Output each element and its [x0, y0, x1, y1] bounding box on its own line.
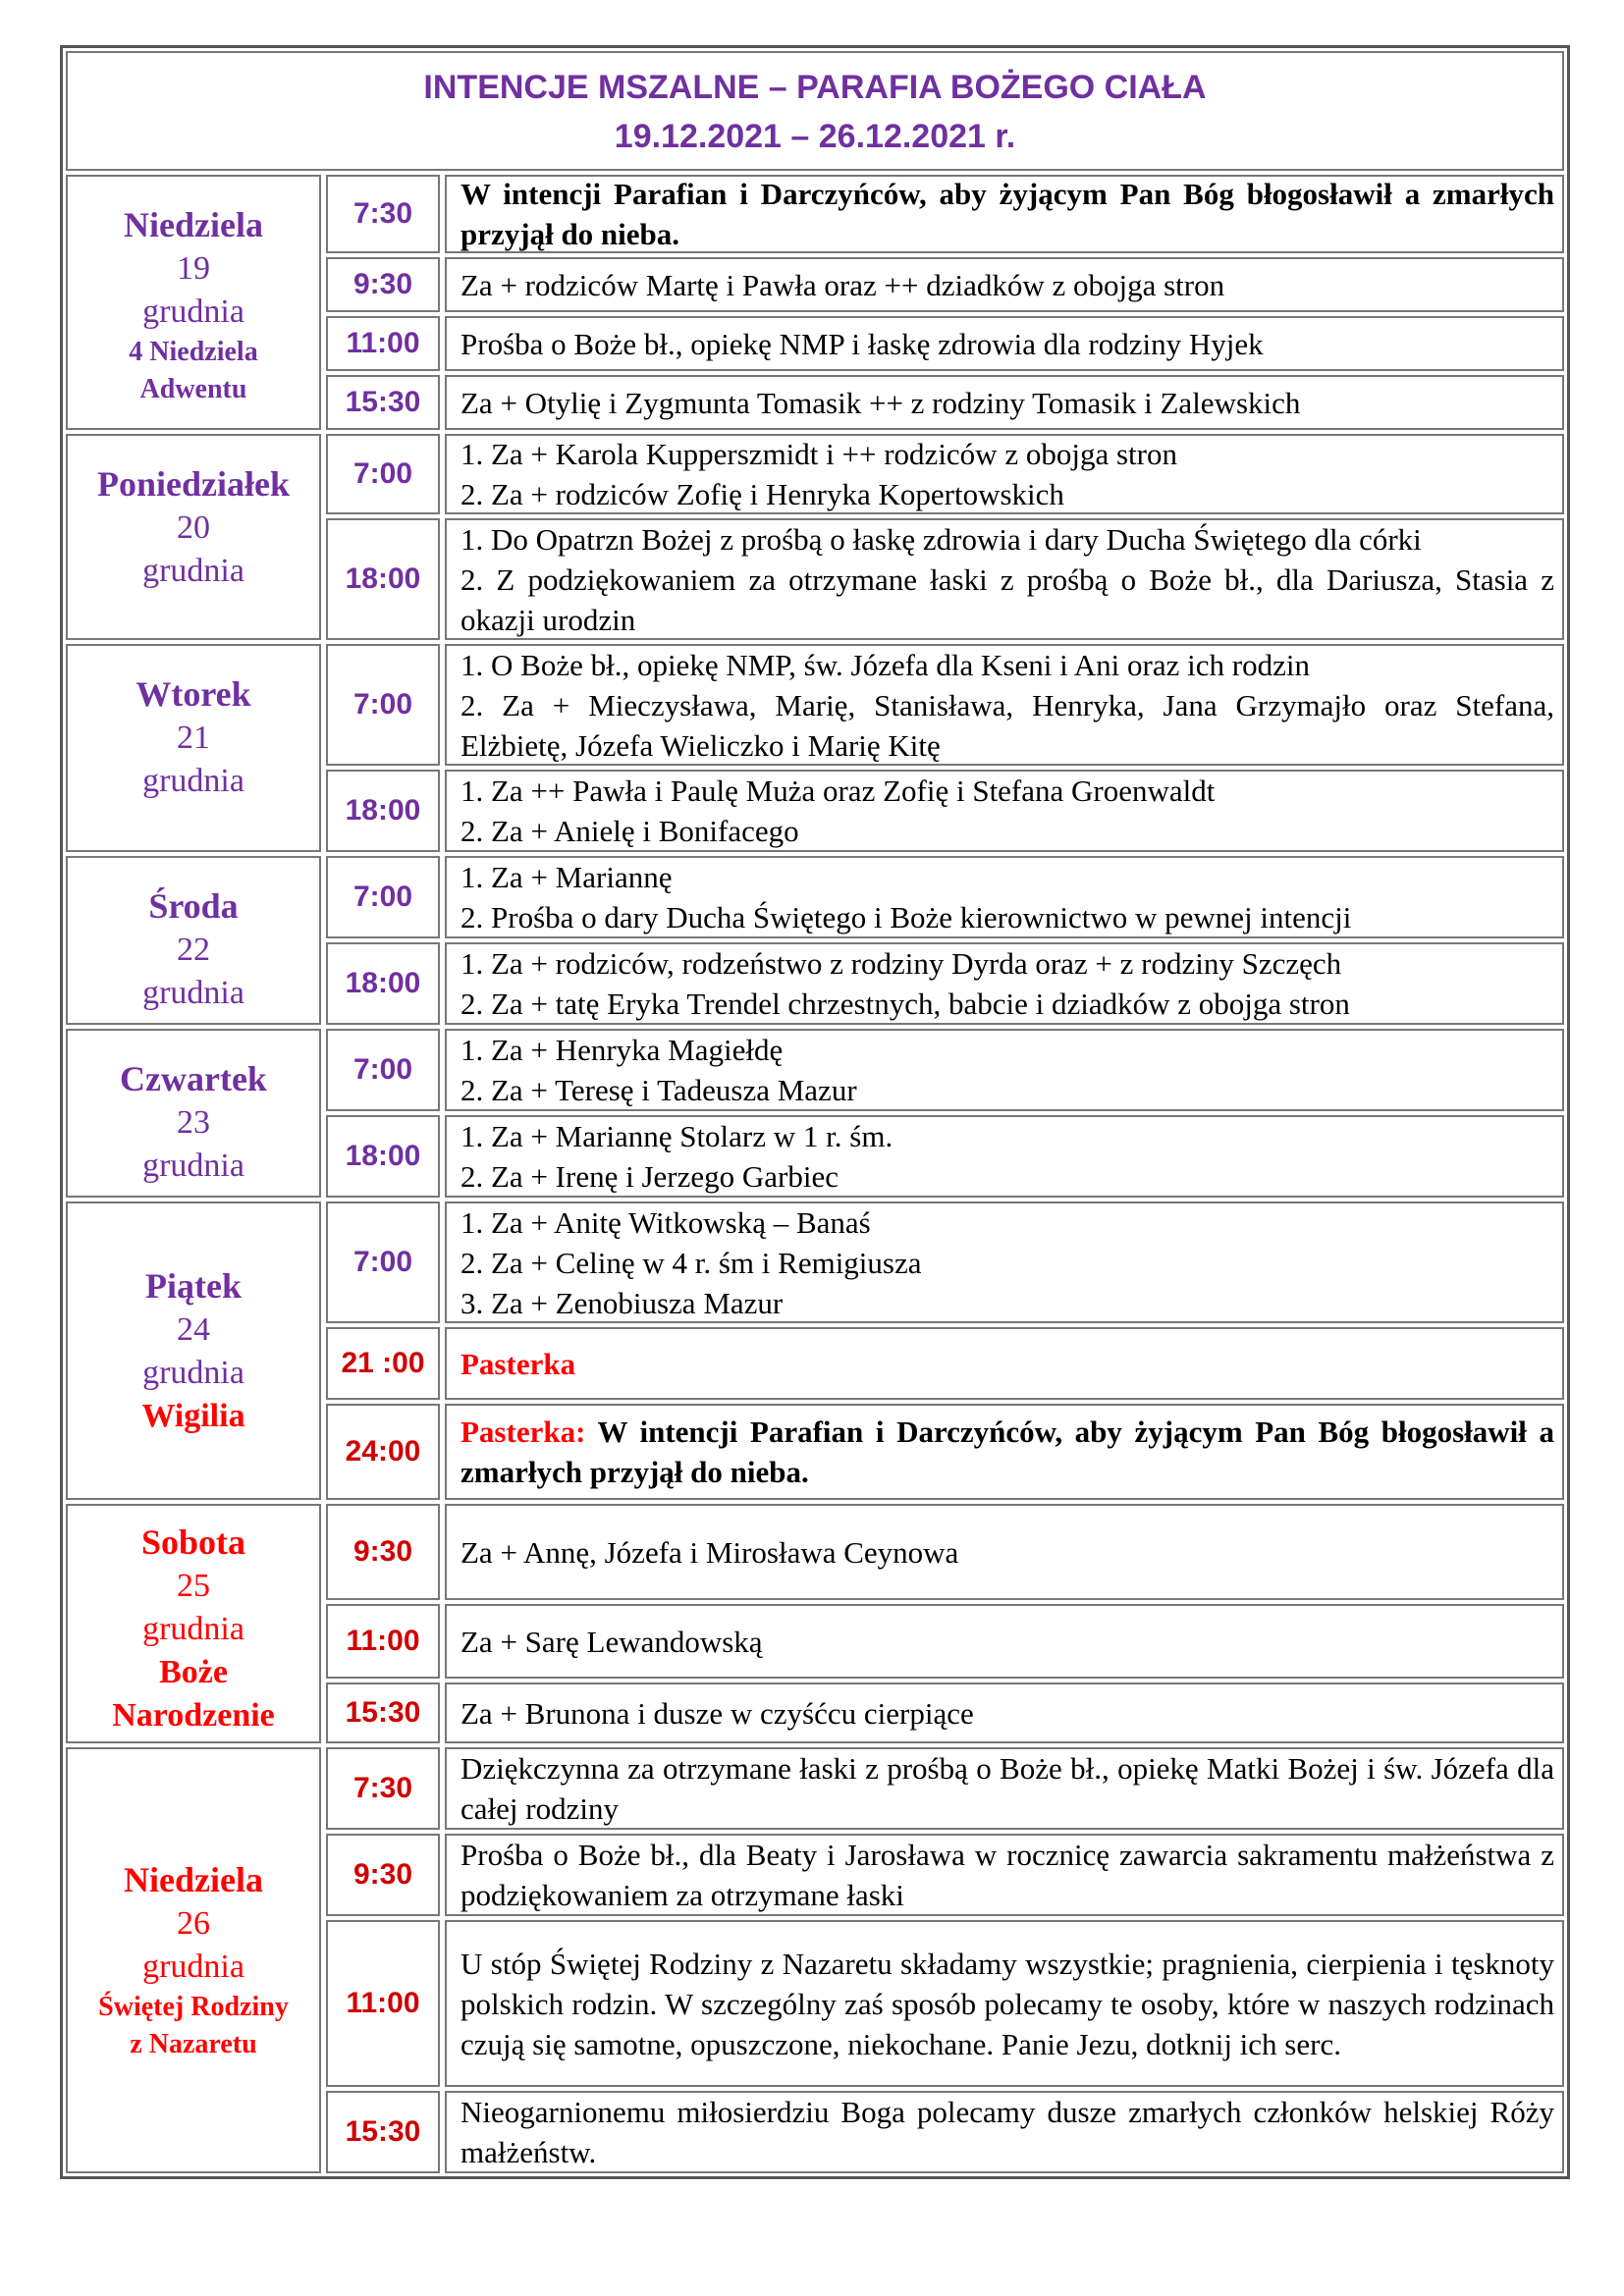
day-name: Czwartek [120, 1059, 267, 1098]
day-cell-sunday-19 [66, 175, 321, 430]
day-cell-thursday-23 [66, 1029, 321, 1198]
day-number: 24 [177, 1311, 210, 1348]
mass-time: 18:00 [326, 1115, 440, 1198]
day-cell-sunday-26 [66, 1747, 321, 2173]
mass-time: 7:00 [326, 644, 440, 766]
mass-intention: Za + Brunona i dusze w czyśćcu cierpiące [445, 1682, 1564, 1743]
mass-time: 9:30 [326, 1504, 440, 1600]
day-name: Niedziela [124, 1860, 263, 1899]
day-name: Sobota [140, 1522, 246, 1562]
mass-intention: Prośba o Boże bł., dla Beaty i Jarosława w rocznicę zawarcia sakramentu małżeństwa z podziękowaniem za otrzymane łaski [445, 1834, 1564, 1916]
day-feast: Adwentu [139, 374, 247, 404]
document-title: INTENCJE MSZALNE – PARAFIA BOŻEGO CIAŁA [423, 69, 1207, 106]
day-month: grudnia [142, 294, 244, 330]
mass-intention: 1. Za + Mariannę Stolarz w 1 r. śm. 2. Za + Irenę i Jerzego Garbiec [445, 1115, 1564, 1198]
day-month: grudnia [142, 763, 244, 799]
mass-time: 7:00 [326, 1029, 440, 1111]
document-header [66, 51, 1564, 171]
day-number: 23 [177, 1104, 210, 1141]
day-feast: Wigilia [141, 1398, 245, 1434]
day-number: 25 [177, 1568, 210, 1604]
day-month: grudnia [142, 1611, 244, 1647]
day-name: Niedziela [124, 205, 263, 244]
mass-time: 7:00 [326, 856, 440, 938]
day-feast: Narodzenie [112, 1697, 275, 1734]
day-name: Środa [148, 886, 239, 926]
day-cell-wednesday-22 [66, 856, 321, 1025]
day-number: 21 [177, 720, 210, 756]
day-cell-friday-24 [66, 1201, 321, 1500]
mass-intention: Za + rodziców Martę i Pawła oraz ++ dziadków z obojga stron [445, 257, 1564, 312]
day-feast: 4 Niedziela [129, 337, 258, 367]
mass-time: 11:00 [326, 316, 440, 371]
mass-intention: 1. Za + rodziców, rodzeństwo z rodziny Dyrda oraz + z rodziny Szczęch 2. Za + tatę Eryka Trendel chrzestnych, babcie i dziadków z obojga stron [445, 942, 1564, 1025]
mass-intention: Za + Annę, Józefa i Mirosława Ceynowa [445, 1504, 1564, 1600]
mass-time: 9:30 [326, 1834, 440, 1916]
day-name: Poniedziałek [97, 464, 290, 504]
mass-intention: Dziękczynna za otrzymane łaski z prośbą o Boże bł., opiekę Matki Bożej i św. Józefa dla całej rodziny [445, 1747, 1564, 1830]
mass-intention: W intencji Parafian i Darczyńców, aby żyjącym Pan Bóg błogosławił a zmarłych przyjął do nieba. [445, 175, 1564, 253]
day-name: Piątek [145, 1266, 242, 1306]
day-feast: Świętej Rodziny [98, 1992, 289, 2022]
mass-intention: Pasterka [445, 1327, 1564, 1400]
mass-time: 7:00 [326, 434, 440, 514]
day-number: 26 [177, 1905, 210, 1942]
day-cell-tuesday-21 [66, 644, 321, 852]
day-feast: Boże [159, 1654, 228, 1690]
day-cell-saturday-25 [66, 1504, 321, 1743]
mass-time: 15:30 [326, 2091, 440, 2173]
mass-time: 11:00 [326, 1604, 440, 1679]
mass-time: 7:30 [326, 175, 440, 253]
mass-intention: 1. Za + Mariannę 2. Prośba o dary Ducha Świętego i Boże kierownictwo w pewnej intencji [445, 856, 1564, 938]
day-month: grudnia [142, 553, 244, 589]
mass-time: 18:00 [326, 770, 440, 852]
day-number: 20 [177, 509, 210, 546]
mass-time: 21 :00 [326, 1327, 440, 1400]
day-month: grudnia [142, 1148, 244, 1184]
mass-intention: Prośba o Boże bł., opiekę NMP i łaskę zdrowia dla rodziny Hyjek [445, 316, 1564, 371]
mass-intention: Pasterka: W intencji Parafian i Darczyńców, aby żyjącym Pan Bóg błogosławił a zmarłych przyjął do nieba. [445, 1404, 1564, 1500]
intentions-document [60, 45, 1570, 2179]
mass-intention: 1. Za + Karola Kupperszmidt i ++ rodziców z obojga stron 2. Za + rodziców Zofię i Henryka Kopertowskich [445, 434, 1564, 514]
day-feast: z Nazaretu [130, 2029, 257, 2059]
day-number: 22 [177, 932, 210, 968]
mass-intention: 1. Za ++ Pawła i Paulę Muża oraz Zofię i Stefana Groenwaldt 2. Za + Anielę i Bonifacego [445, 770, 1564, 852]
mass-time: 15:30 [326, 1682, 440, 1743]
mass-time: 18:00 [326, 942, 440, 1025]
schedule-table [66, 175, 1564, 2173]
mass-intention: Za + Sarę Lewandowską [445, 1604, 1564, 1679]
day-name: Wtorek [135, 674, 251, 714]
mass-time: 11:00 [326, 1920, 440, 2087]
mass-time: 7:30 [326, 1747, 440, 1830]
document-date-range: 19.12.2021 – 26.12.2021 r. [614, 118, 1016, 155]
mass-time: 7:00 [326, 1201, 440, 1323]
day-month: grudnia [142, 1949, 244, 1985]
day-month: grudnia [142, 975, 244, 1011]
mass-intention: 1. Do Opatrzn Bożej z prośbą o łaskę zdrowia i dary Ducha Świętego dla córki 2. Z podziękowaniem za otrzymane łaski z prośbą o Boże bł., dla Dariusza, Stasia z okazji urodzin [445, 518, 1564, 640]
mass-intention: Nieogarnionemu miłosierdziu Boga polecamy dusze zmarłych członków helskiej Róży małżeństw. [445, 2091, 1564, 2173]
mass-intention: 1. O Boże bł., opiekę NMP, św. Józefa dla Kseni i Ani oraz ich rodzin 2. Za + Mieczysława, Marię, Stanisława, Henryka, Jana Grzymajło oraz Stefana, Elżbietę, Józefa Wieliczko i Marię Kitę [445, 644, 1564, 766]
day-number: 19 [177, 250, 210, 287]
mass-time: 15:30 [326, 375, 440, 430]
mass-intention: 1. Za + Anitę Witkowską – Banaś 2. Za + Celinę w 4 r. śm i Remigiusza 3. Za + Zenobiusza Mazur [445, 1201, 1564, 1323]
mass-intention: 1. Za + Henryka Magiełdę 2. Za + Teresę i Tadeusza Mazur [445, 1029, 1564, 1111]
mass-time: 9:30 [326, 257, 440, 312]
mass-time: 18:00 [326, 518, 440, 640]
mass-time: 24:00 [326, 1404, 440, 1500]
day-cell-monday-20 [66, 434, 321, 640]
mass-intention: Za + Otylię i Zygmunta Tomasik ++ z rodziny Tomasik i Zalewskich [445, 375, 1564, 430]
mass-intention: U stóp Świętej Rodziny z Nazaretu składamy wszystkie; pragnienia, cierpienia i tęsknoty polskich rodzin. W szczególny zaś sposób polecamy te osoby, które w naszych rodzinach czują się samotne, opuszczone, niekochane. Panie Jezu, dotknij ich serc. [445, 1920, 1564, 2087]
day-month: grudnia [142, 1355, 244, 1391]
